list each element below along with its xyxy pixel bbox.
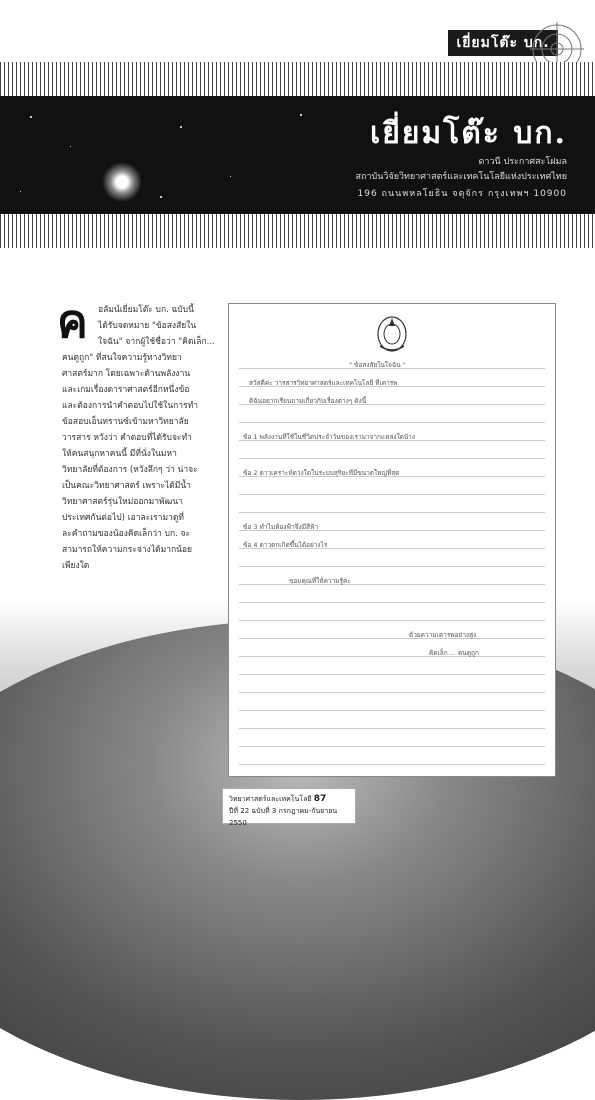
intro-line: วิทยาลัยที่ต้องการ (หวังลึกๆ ว่า น่าจะ (62, 465, 198, 475)
ruled-line (239, 692, 545, 693)
intro-line: ข้อสอบเอ็นทรานซ์เข้ามหาวิทยาลัย (62, 417, 189, 427)
issue-info: ปีที่ 22 ฉบับที่ 3 กรกฎาคม-กันยายน 2550 (229, 807, 338, 827)
ruled-line (239, 602, 545, 603)
letter-line: ดิฉันอยากเรียนถามเกี่ยวกับเรื่องต่างๆ ดังนี้ (249, 397, 367, 405)
letter-line: ข้อ 4 ดาวตกเกิดขึ้นได้อย่างไร (243, 541, 328, 549)
star (300, 114, 302, 116)
page-footer (222, 788, 356, 827)
intro-line: อลัมน์เยี่ยมโต๊ะ บก. ฉบับนี้ (98, 305, 194, 315)
star (30, 116, 32, 118)
intro-line: และเกมเรื่องดาราศาสตร์อีกหนึ่งข้อ (62, 385, 190, 395)
section-tab-label: เยี่ยมโต๊ะ บก. (456, 35, 550, 51)
ruled-line (239, 710, 545, 711)
ruled-line (239, 620, 545, 621)
page-number: 87 (313, 794, 327, 804)
ruled-line (239, 494, 545, 495)
page-title: เยี่ยมโต๊ะ บก. (370, 116, 567, 151)
intro-line: ละคำถามของน้องคิดเล็กว่า บก. จะ (62, 529, 191, 539)
ruled-line (239, 656, 545, 657)
letter-line: สวัสดีค่ะ วารสารวิทยาศาสตร์และเทคโนโลยี ที่เคารพ (249, 379, 398, 387)
ruled-line (239, 764, 545, 765)
intro-line: ใจฉัน" จากผู้ใช้ชื่อว่า "คิดเล็ก... (98, 337, 215, 347)
intro-line: วารสาร หวังว่า คำตอบที่ได้รับจะทำ (62, 433, 192, 443)
ruled-line (239, 674, 545, 675)
drop-cap: ค (57, 294, 88, 348)
ruled-line (239, 512, 545, 513)
ruler-strip-bottom (0, 214, 595, 248)
institution-name: สถาบันวิจัยวิทยาศาสตร์และเทคโนโลยีแห่งประเทศไทย (355, 172, 567, 182)
emblem-icon (372, 312, 412, 356)
intro-line: และต้องการนำคำตอบไปใช้ในการทำ (62, 401, 198, 411)
intro-line: สามารถให้ความกระจ่างได้มากน้อย (62, 545, 193, 555)
intro-line: ประเทศกันต่อไป) เอาละเรามาดูที่ (62, 513, 185, 523)
letter-line: ขอบคุณที่ให้ความรู้ค่ะ (289, 577, 351, 585)
ruled-line (239, 728, 545, 729)
intro-line: เพียงใด (62, 561, 90, 571)
intro-line: คนดูถูก" ที่สนใจความรู้ทางวิทยา (62, 353, 182, 363)
letter-line: ข้อ 1 พลังงานที่ใช้ในชีวิตประจำวันของเรามาจากแหล่งใดบ้าง (243, 433, 415, 441)
author-name: ดาวนี ประกาศสะโฝมล (478, 157, 567, 167)
letter-line: ด้วยความเคารพอย่างสูง (409, 631, 477, 639)
intro-line: ให้คนสนุกหาคนนี้ มีที่นั่งในมหา (62, 449, 177, 459)
ruled-line (239, 422, 545, 423)
star (160, 196, 162, 198)
letter-line: ข้อ 2 ดาวเคราะห์ดวงใดในระบบสุริยะที่มีขนาดใหญ่ที่สุด (243, 469, 400, 477)
handwritten-letter (228, 303, 556, 777)
ruled-line (239, 638, 545, 639)
ruled-line (239, 566, 545, 567)
letter-heading: " ข้อสงสัยในใจฉัน " (349, 361, 406, 369)
star (70, 146, 71, 147)
intro-line: วิทยาศาสตร์รุ่นใหม่ออกมาพัฒนา (62, 497, 183, 507)
address: 196 ถนนพหลโยธิน จตุจักร กรุงเทพฯ 10900 (357, 189, 567, 199)
star (20, 191, 21, 192)
star (230, 176, 231, 177)
star (180, 126, 182, 128)
ruled-line (239, 584, 545, 585)
intro-line: ได้รับจดหมาย "ข้อสงสัยใน (98, 321, 197, 331)
journal-name: วิทยาศาสตร์และเทคโนโลยี (229, 795, 312, 803)
title-banner (0, 96, 595, 214)
bright-star (102, 162, 142, 202)
intro-line: เป็นคณะวิทยาศาสตร์ เพราะได้มีน้ำ (62, 481, 191, 491)
letter-line: ข้อ 3 ทำไมท้องฟ้าจึงมีสีฟ้า (243, 523, 319, 531)
ruled-line (239, 746, 545, 747)
letter-signature: คิดเล็ก ... คนดูถูก (429, 649, 479, 657)
ruled-line (239, 458, 545, 459)
intro-line: ศาสตร์มาก โดยเฉพาะด้านพลังงาน (62, 369, 191, 379)
ruler-strip-top (0, 62, 595, 96)
